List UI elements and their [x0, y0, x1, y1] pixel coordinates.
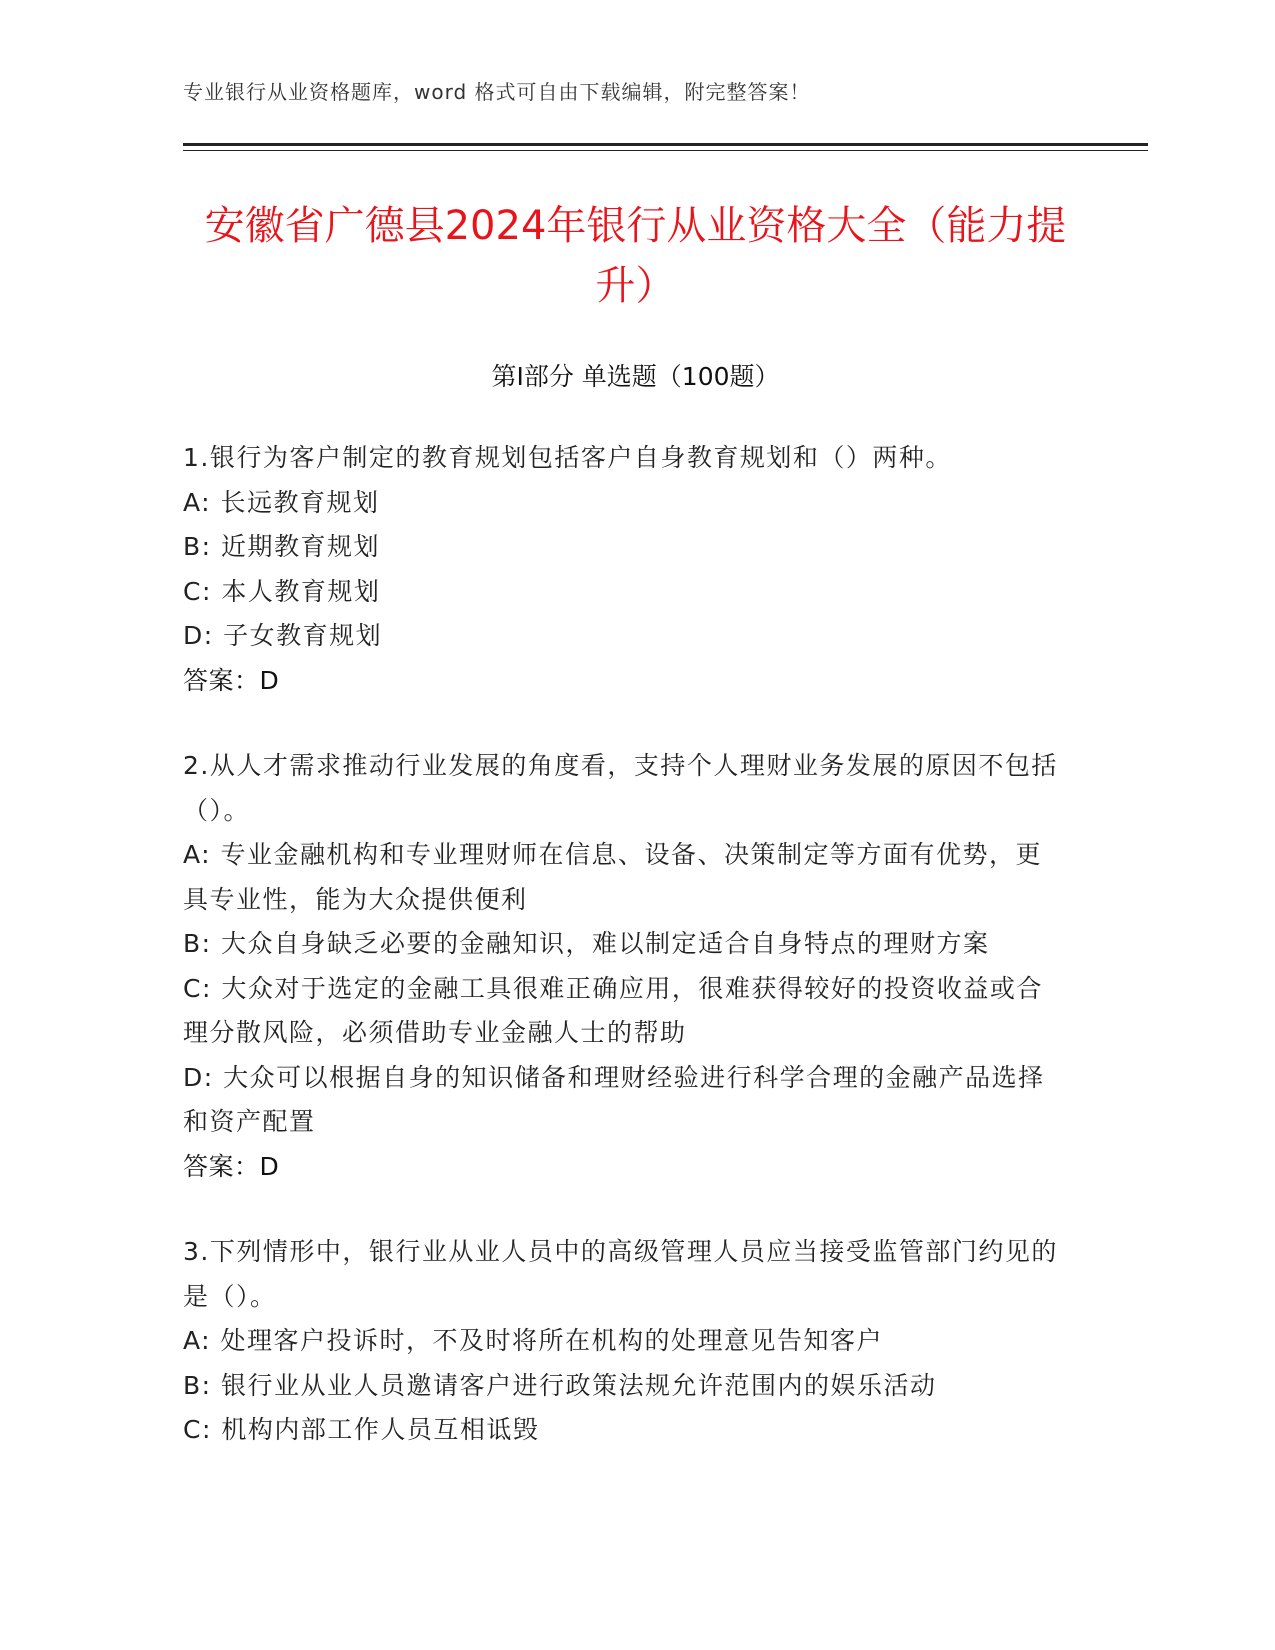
question-stem: 2.从人才需求推动行业发展的角度看，支持个人理财业务发展的原因不包括（）。 [183, 751, 1058, 825]
option-a: A: 长远教育规划 [183, 487, 380, 517]
question-list [183, 436, 1063, 1453]
question-stem: 3.下列情形中，银行业从业人员中的高级管理人员应当接受监管部门约见的是（）。 [183, 1237, 1058, 1311]
question-1 [183, 436, 1063, 703]
question-3 [183, 1230, 1063, 1453]
header-rule-thin [183, 150, 1148, 151]
option-a: A: 处理客户投诉时，不及时将所在机构的处理意见告知客户 [183, 1326, 884, 1355]
option-a: A: 专业金融机构和专业理财师在信息、设备、决策制定等方面有优势，更具专业性，能为大众提供便利 [183, 840, 1043, 914]
option-c: C: 机构内部工作人员互相诋毁 [183, 1415, 540, 1444]
option-b: B: 大众自身缺乏必要的金融知识，难以制定适合自身特点的理财方案 [183, 929, 990, 958]
section-title: 第Ⅰ部分 单选题（100题） [491, 362, 780, 391]
question-spacer [183, 703, 1063, 744]
option-d: D: 大众可以根据自身的知识储备和理财经验进行科学合理的金融产品选择和资产配置 [183, 1062, 1045, 1136]
option-c: C: 本人教育规划 [183, 576, 381, 606]
answer: 答案：D [183, 665, 280, 695]
answer: 答案：D [183, 1151, 280, 1181]
question-2 [183, 744, 1063, 1189]
document-title: 安徽省广德县2024年银行从业资格大全（能力提升） [204, 203, 1067, 309]
option-b: B: 近期教育规划 [183, 532, 381, 561]
question-stem: 1.银行为客户制定的教育规划包括客户自身教育规划和（）两种。 [183, 443, 952, 472]
header-note: 专业银行从业资格题库，word 格式可自由下载编辑，附完整答案！ [183, 80, 811, 104]
option-d: D: 子女教育规划 [183, 621, 383, 650]
option-b: B: 银行业从业人员邀请客户进行政策法规允许范围内的娱乐活动 [183, 1370, 937, 1400]
question-spacer [183, 1189, 1063, 1230]
header-rule-thick [183, 143, 1148, 146]
option-c: C: 大众对于选定的金融工具很难正确应用，很难获得较好的投资收益或合理分散风险，必须借助专业金融人士的帮助 [183, 973, 1043, 1047]
